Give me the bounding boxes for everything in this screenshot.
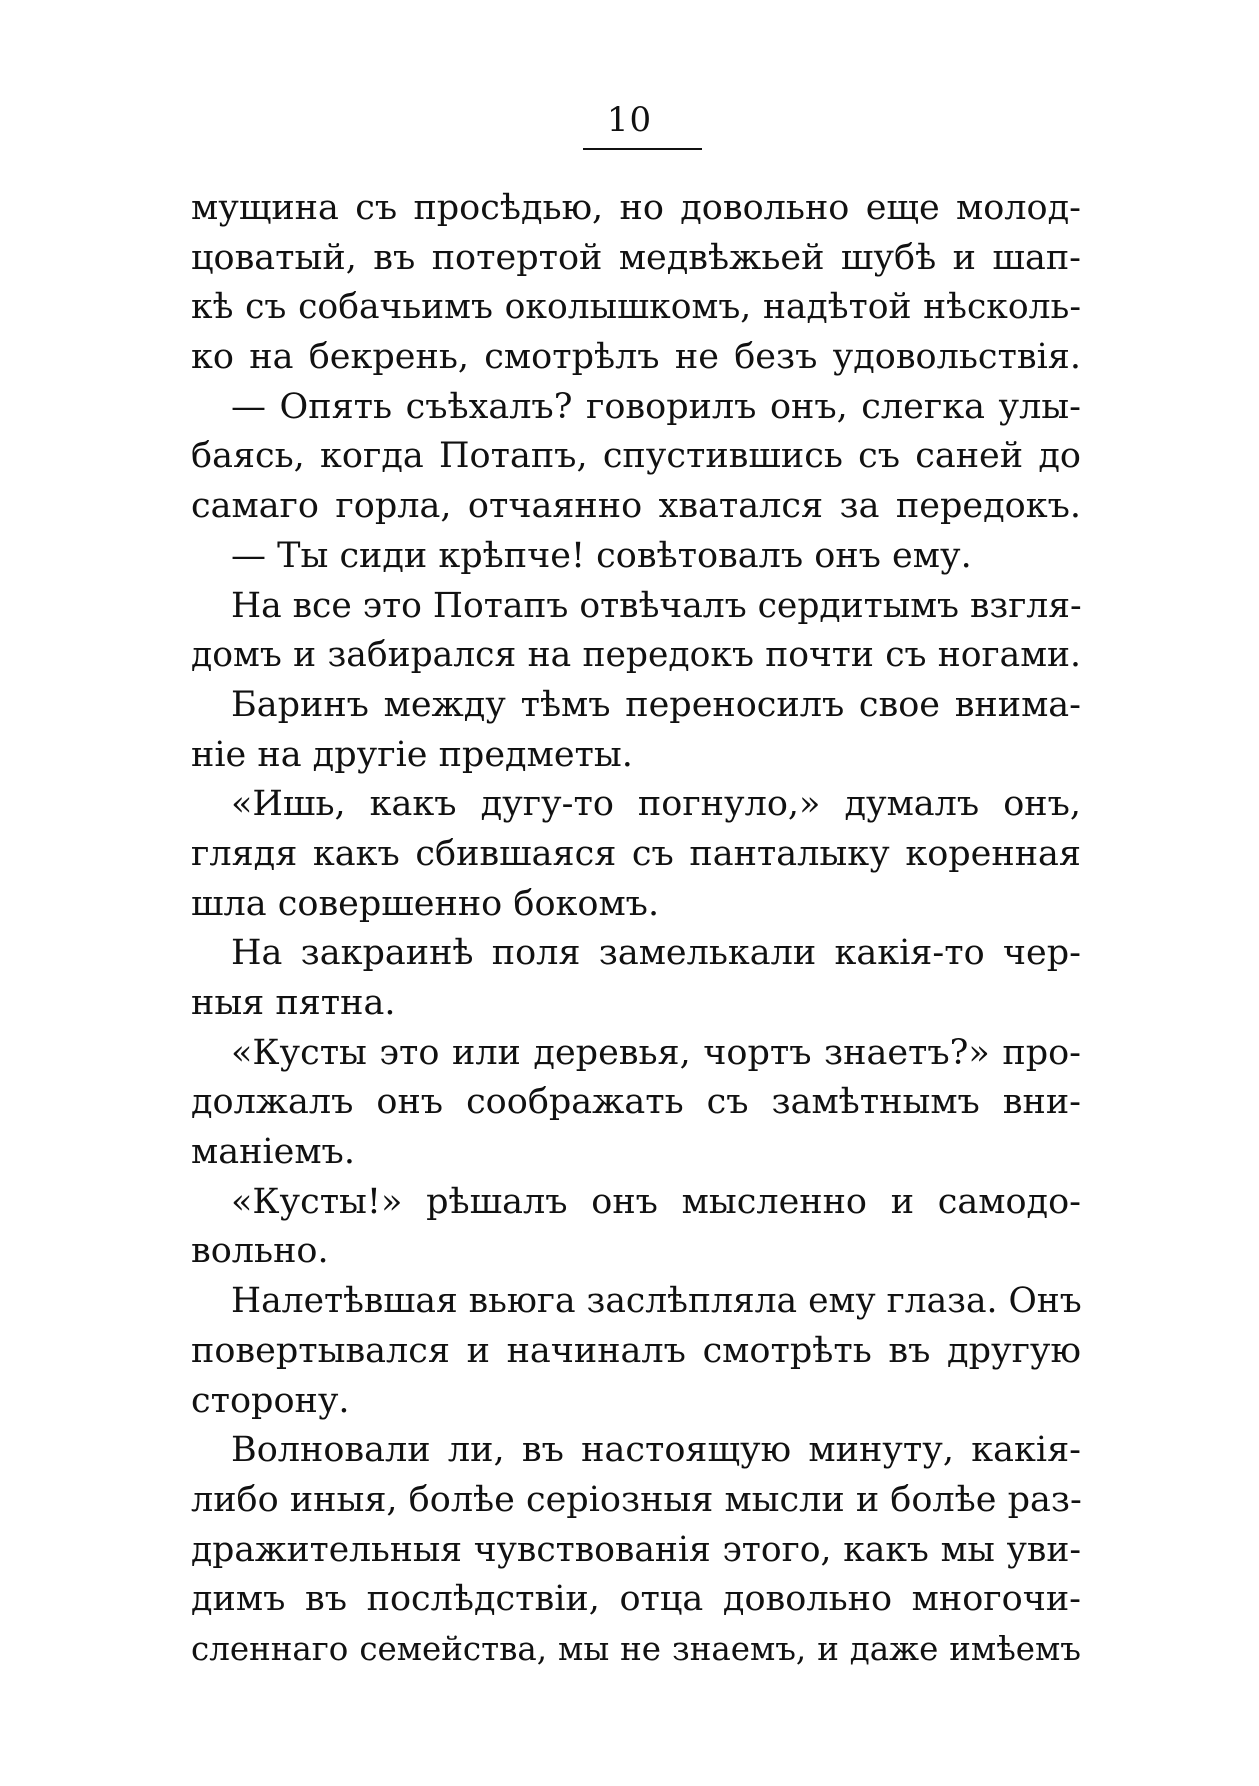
text-line: шла совершенно бокомъ. xyxy=(191,883,660,924)
text-line: маніемъ. xyxy=(191,1132,355,1173)
text-line: На все это Потапъ отвѣчалъ сердитымъ взгля- xyxy=(231,585,1082,626)
text-line: глядя какъ сбившаяся съ панталыку коренная xyxy=(191,833,1081,874)
page-number: 10 xyxy=(606,100,653,140)
text-line: Налетѣвшая вьюга заслѣпляла ему глаза. Онъ xyxy=(231,1281,1082,1322)
text-line: кѣ съ собачьимъ околышкомъ, надѣтой нѣсколь- xyxy=(191,287,1081,328)
text-line: дражительныя чувствованія этого, какъ мы уви- xyxy=(191,1529,1081,1570)
text-line: — Ты сиди крѣпче! совѣтовалъ онъ ему. xyxy=(231,535,972,576)
text-line: — Опять съѣхалъ? говорилъ онъ, слегка улы- xyxy=(231,386,1081,427)
text-line: цоватый, въ потертой медвѣжьей шубѣ и шап- xyxy=(191,237,1081,278)
text-line: «Ишь, какъ дугу-то погнуло,» думалъ онъ, xyxy=(231,784,1081,825)
text-line: должалъ онъ соображать съ замѣтнымъ вни- xyxy=(191,1082,1081,1123)
text-line: вольно. xyxy=(191,1231,329,1272)
text-line: баясь, когда Потапъ, спустившись съ саней до xyxy=(191,436,1081,477)
text-line: мущина съ просѣдью, но довольно еще молод- xyxy=(191,188,1081,228)
text-line: сленнаго семейства, мы не знаемъ, и даже имѣемъ xyxy=(191,1629,1081,1668)
text-line: либо иныя, болѣе серіозныя мысли и болѣе раз- xyxy=(191,1479,1082,1520)
text-line: ныя пятна. xyxy=(191,983,396,1023)
text-line: Волновали ли, въ настоящую минуту, какія- xyxy=(231,1430,1081,1471)
body-text xyxy=(191,184,1081,1675)
text-line: сторону. xyxy=(191,1380,350,1421)
text-line: ко на бекрень, смотрѣлъ не безъ удовольствія. xyxy=(191,337,1081,378)
text-line: повертывался и начиналъ смотрѣть въ другую xyxy=(191,1330,1081,1371)
text-line: домъ и забирался на передокъ почти съ ногами. xyxy=(191,635,1081,676)
text-line: «Кусты!» рѣшалъ онъ мысленно и самодо- xyxy=(231,1181,1081,1222)
header-rule xyxy=(583,148,702,150)
text-line: На закраинѣ поля замелькали какія-то чер- xyxy=(231,933,1081,974)
text-line: самаго горла, отчаянно хватался за передокъ. xyxy=(191,486,1081,527)
text-line: «Кусты это или деревья, чортъ знаетъ?» про- xyxy=(231,1032,1081,1073)
text-line: ніе на другіе предметы. xyxy=(191,734,633,775)
text-line: Баринъ между тѣмъ переносилъ свое внима- xyxy=(231,684,1081,725)
text-line: димъ въ послѣдствіи, отца довольно многочи- xyxy=(191,1579,1081,1620)
